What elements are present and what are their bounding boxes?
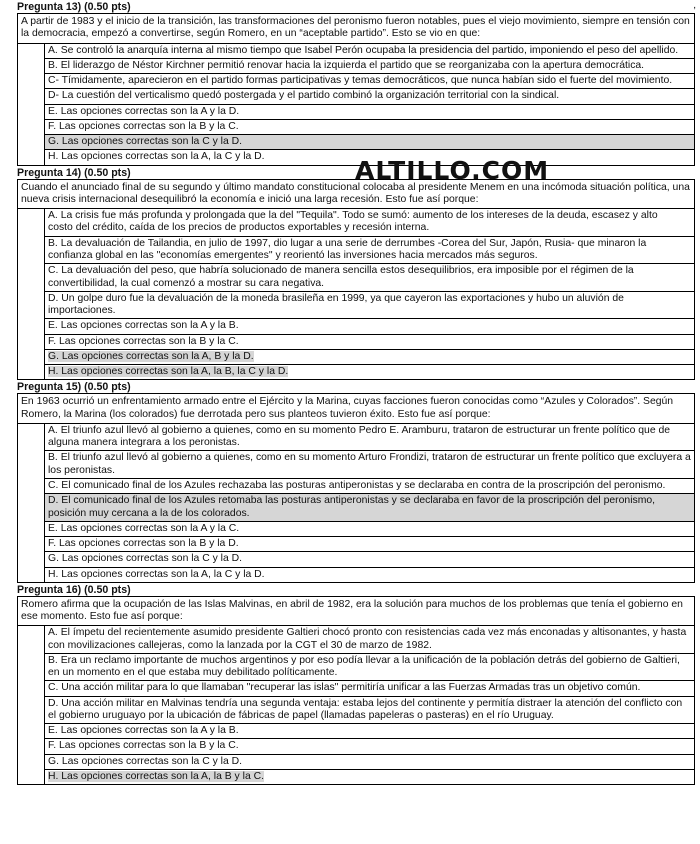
answer-option-text: E. Las opciones correctas son la A y la D. <box>48 105 240 117</box>
answer-option-text: F. Las opciones correctas son la B y la C. <box>48 335 239 347</box>
answer-option-text: G. Las opciones correctas son la C y la D. <box>48 136 243 148</box>
question-stem: Romero afirma que la ocupación de las Islas Malvinas, en abril de 1982, era la solución para muchos de los problemas que tenía el gobierno en ese momento. Esto fue así porque: <box>18 597 694 627</box>
watermark: ALTILLO.COM <box>355 156 550 185</box>
answer-option-text: H. Las opciones correctas son la A, la C y la D. <box>48 151 265 163</box>
answer-option[interactable] <box>45 479 694 494</box>
answer-option-text: G. Las opciones correctas son la A, B y la D. <box>48 350 254 362</box>
question-box <box>17 596 695 785</box>
question-stem: Cuando el anunciado final de su segundo y último mandato constitucional colocaba al presidente Menem en una incómoda situación política, una nueva crisis internacional desequilibró la economía e inició una larga recesión. Esto fue así porque: <box>18 180 694 210</box>
question-stem: En 1963 ocurrió un enfrentamiento armado entre el Ejército y la Marina, cuyas facciones fueron conocidas como “Azules y Colorados”. Según Romero, la Marina (los colorados) fue derrotada pero sus planteos tuvieron éxito. Esto fue así porque: <box>18 394 694 424</box>
options-list <box>44 424 694 582</box>
answer-option-text: D. Un golpe duro fue la devaluación de la moneda brasileña en 1999, ya que cayeron las exportaciones y hubo un aluvión de importaciones. <box>48 292 624 317</box>
question-heading: Pregunta 16) (0.50 pts) <box>17 583 131 596</box>
answer-option[interactable] <box>45 739 694 754</box>
answer-option-text: C- Tímidamente, aparecieron en el partido formas participativas y temas democráticos, que nunca habían sido el fuerte del movimiento. <box>48 75 673 87</box>
options-list <box>44 626 694 784</box>
answer-option[interactable] <box>45 697 694 725</box>
answer-option[interactable] <box>45 335 694 350</box>
answer-option[interactable] <box>45 89 694 104</box>
answer-option-text: E. Las opciones correctas son la A y la B. <box>48 320 239 332</box>
answer-option[interactable] <box>45 681 694 696</box>
answer-option-text: C. La devaluación del peso, que habría solucionado de manera sencilla estos desequilibrios, era imposible por el régimen de la convertibilidad, la cual comenzó a mostrar su cara negativa. <box>48 265 634 289</box>
answer-option-text: H. Las opciones correctas son la A, la B, la C y la D. <box>48 366 289 378</box>
question-heading: Pregunta 13) (0.50 pts) <box>17 1 131 13</box>
answer-option-text: B. El triunfo azul llevó al gobierno a quienes, como en su momento Arturo Frondizi, trataron de estructurar un frente político que excluyera a los peronistas. <box>48 452 691 476</box>
question-box <box>17 13 695 166</box>
answer-option[interactable] <box>45 74 694 89</box>
question-box <box>17 393 695 582</box>
question-heading: Pregunta 14) (0.50 pts) <box>17 166 131 179</box>
question-heading: Pregunta 15) (0.50 pts) <box>17 381 131 394</box>
answer-option[interactable] <box>45 237 694 265</box>
answer-option-text: B. Era un reclamo importante de muchos argentinos y por eso podía llevar a la unificación de la población detrás del gobierno de Galtieri, en un momento en el que estaba muy debilitado políticamente. <box>48 654 680 679</box>
answer-option[interactable] <box>45 350 694 365</box>
answer-option[interactable] <box>45 105 694 120</box>
answer-option-text: H. Las opciones correctas son la A, la C y la D. <box>48 568 265 580</box>
exam-document <box>17 0 695 785</box>
answer-option-text: A. El triunfo azul llevó al gobierno a quienes, como en su momento Pedro E. Aramburu, trataron de estructurar un frente político que de alguna manera integrara a los peronistas. <box>48 424 671 449</box>
answer-option-text: C. El comunicado final de los Azules rechazaba las posturas antiperonistas y se declaraba en contra de la proscripción del peronismo. <box>48 479 666 491</box>
answer-option[interactable] <box>45 552 694 567</box>
answer-option[interactable] <box>45 494 694 522</box>
answer-option-text: C. Una acción militar para lo que llamaban "recuperar las islas" permitiría unificar a las Fuerzas Armadas tras un objetivo común. <box>48 682 641 694</box>
answer-option[interactable] <box>45 44 694 59</box>
question-stem: A partir de 1983 y el inicio de la transición, las transformaciones del peronismo fueron notables, pues el viejo movimiento, siempre en tensión con la democracia, empezó a convertirse, según Romero, en un “aceptable partido”. Esto se vio en que: <box>18 14 694 44</box>
answer-option[interactable] <box>45 120 694 135</box>
answer-option[interactable] <box>45 451 694 479</box>
answer-option-text: G. Las opciones correctas son la C y la D. <box>48 755 243 767</box>
answer-option[interactable] <box>45 59 694 74</box>
answer-option[interactable] <box>45 724 694 739</box>
answer-option[interactable] <box>45 568 694 582</box>
answer-option-text: A. La crisis fue más profunda y prolongada que la del "Tequila". Todo se sumó: aumento de los intereses de la deuda, escasez y alto costo del crédito, caída de los precios de productos exportables y recesión interna. <box>48 210 658 234</box>
answer-option[interactable] <box>45 522 694 537</box>
answer-option[interactable] <box>45 292 694 320</box>
answer-option-text: E. Las opciones correctas son la A y la C. <box>48 522 240 534</box>
options-list <box>44 44 694 165</box>
answer-option-text: F. Las opciones correctas son la B y la D. <box>48 538 239 550</box>
answer-option-text: E. Las opciones correctas son la A y la B. <box>48 725 239 737</box>
answer-option[interactable] <box>45 135 694 150</box>
answer-option-text: G. Las opciones correctas son la C y la D. <box>48 553 243 565</box>
answer-option[interactable] <box>45 365 694 379</box>
answer-option[interactable] <box>45 209 694 237</box>
answer-option-text: D- La cuestión del verticalismo quedó postergada y el partido combinó la organización territorial con la sindical. <box>48 90 560 102</box>
answer-option-text: D. Una acción militar en Malvinas tendría una segunda ventaja: estaba lejos del continente y permitía distraer la atención del conflicto con el gobierno uruguayo por la ubicación de fábricas de papel (llamadas papeleras o pasteras) en el río Uruguay. <box>48 697 683 721</box>
options-list <box>44 209 694 379</box>
answer-option-text: A. El ímpetu del recientemente asumido presidente Galtieri chocó pronto con resistencias cada vez más enconadas y altisonantes, y hasta con movilizaciones callejeras, como la lanzada por la CGT el 30 de marzo de 1982. <box>48 627 687 651</box>
question-box <box>17 179 695 381</box>
answer-option-text: A. Se controló la anarquía interna al mismo tiempo que Isabel Perón ocupaba la presidencia del partido, imponiendo el peso del apellido. <box>48 44 679 56</box>
answer-option[interactable] <box>45 755 694 770</box>
answer-option-text: H. Las opciones correctas son la A, la B y la C. <box>48 771 264 783</box>
answer-option[interactable] <box>45 319 694 334</box>
answer-option[interactable] <box>45 626 694 654</box>
answer-option[interactable] <box>45 770 694 784</box>
answer-option-text: F. Las opciones correctas son la B y la C. <box>48 120 239 132</box>
answer-option-text: D. El comunicado final de los Azules retomaba las posturas antiperonistas y se declaraba en favor de la proscripción del peronismo, posición muy cercana a la de los colorados. <box>48 495 656 519</box>
answer-option-text: F. Las opciones correctas son la B y la C. <box>48 740 239 752</box>
edge-mark: , <box>693 0 696 11</box>
answer-option-text: B. El liderazgo de Néstor Kirchner permitió renovar hacia la izquierda el partido que se reorganizaba con la apertura democrática. <box>48 59 645 71</box>
answer-option[interactable] <box>45 264 694 292</box>
answer-option-text: B. La devaluación de Tailandia, en julio de 1997, dio lugar a una serie de derrumbes -Corea del Sur, Japón, Rusia- que minaron la confianza global en las "economías emergentes" y reorientó las inversiones hacia mercados más seguros. <box>48 237 647 261</box>
answer-option[interactable] <box>45 537 694 552</box>
answer-option[interactable] <box>45 424 694 452</box>
answer-option[interactable] <box>45 654 694 682</box>
